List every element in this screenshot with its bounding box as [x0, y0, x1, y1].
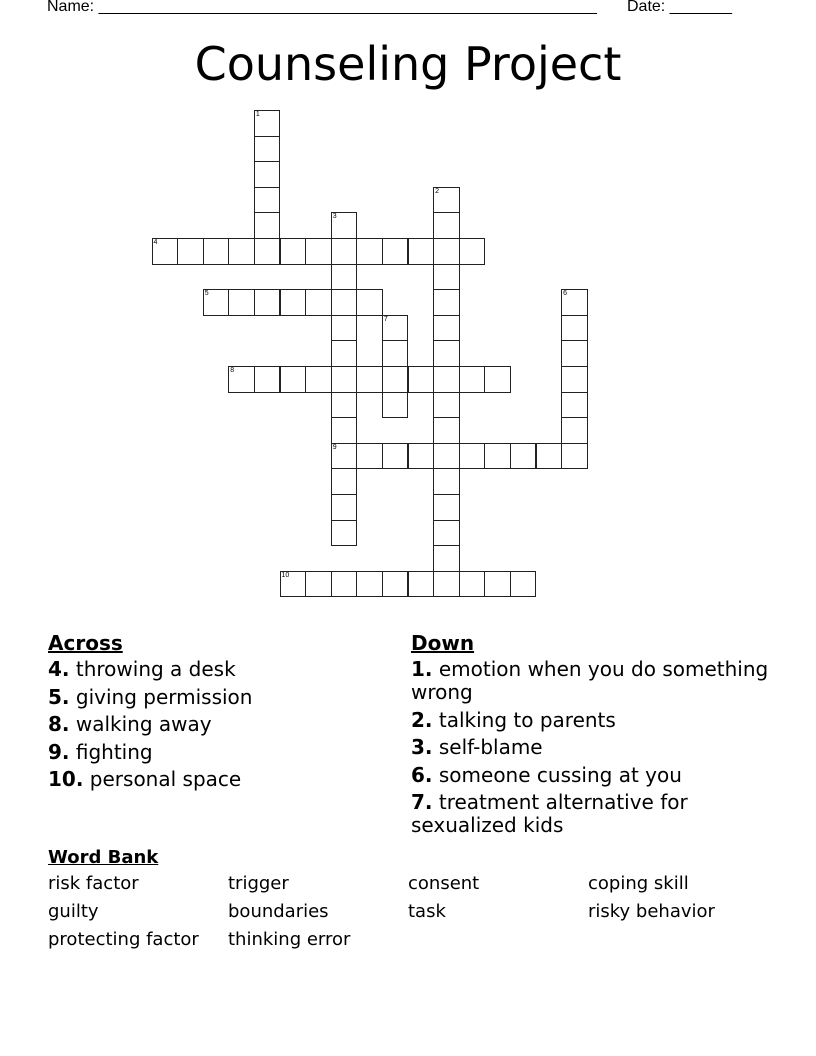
clue-text: walking away [69, 712, 212, 736]
crossword-cell[interactable] [331, 340, 358, 367]
word-bank-item: thinking error [228, 929, 351, 950]
crossword-cell[interactable] [203, 238, 230, 265]
crossword-cell[interactable] [356, 289, 383, 316]
clue-text: self-blame [432, 735, 543, 759]
word-bank-item: guilty [48, 901, 99, 922]
across-clues [48, 630, 388, 796]
crossword-cell[interactable] [254, 136, 281, 163]
crossword-cell[interactable] [331, 417, 358, 444]
cell-number: 4 [153, 239, 158, 246]
clue-text: personal space [83, 767, 242, 791]
word-bank-item: boundaries [228, 901, 329, 922]
crossword-cell[interactable] [561, 289, 588, 316]
crossword-cell[interactable] [382, 443, 409, 470]
crossword-cell[interactable] [382, 366, 409, 393]
cell-number: 5 [204, 290, 209, 298]
crossword-cell[interactable] [561, 417, 588, 444]
crossword-cell[interactable] [228, 366, 255, 393]
crossword-cell[interactable] [433, 520, 460, 547]
crossword-cell[interactable] [561, 366, 588, 393]
down-clue [411, 791, 771, 837]
word-bank-item: risk factor [48, 873, 139, 894]
crossword-cell[interactable] [331, 238, 358, 265]
crossword-cell[interactable] [305, 571, 332, 598]
crossword-cell[interactable] [254, 238, 281, 265]
across-clue [48, 713, 388, 736]
clue-number: 6. [411, 762, 433, 787]
cell-number: 1 [255, 111, 260, 118]
crossword-cell[interactable] [433, 392, 460, 419]
down-clue [411, 709, 771, 732]
crossword-cell[interactable] [433, 468, 460, 495]
crossword-cell[interactable] [382, 238, 409, 265]
clue-text: giving permission [69, 684, 253, 709]
clue-text: talking to parents [432, 707, 616, 732]
crossword-cell[interactable] [433, 187, 460, 214]
crossword-cell[interactable] [203, 289, 230, 316]
crossword-cell[interactable] [433, 289, 460, 316]
crossword-cell[interactable] [408, 238, 435, 265]
cell-number: 8 [230, 367, 235, 374]
crossword-cell[interactable] [280, 238, 307, 265]
crossword-cell[interactable] [433, 340, 460, 367]
across-clue [48, 768, 388, 791]
cell-number: 2 [435, 187, 439, 195]
crossword-cell[interactable] [356, 443, 383, 470]
word-bank [48, 846, 768, 954]
cell-number: 10 [281, 571, 290, 579]
crossword-cell[interactable] [280, 366, 307, 393]
crossword-cell[interactable] [331, 315, 358, 342]
crossword-cell[interactable] [510, 443, 537, 470]
crossword-cell[interactable] [510, 571, 537, 598]
crossword-cell[interactable] [305, 366, 332, 393]
clue-number: 9. [48, 739, 70, 764]
clue-number: 3. [411, 735, 433, 759]
crossword-cell[interactable] [331, 494, 358, 521]
clue-number: 1. [411, 657, 433, 681]
crossword-cell[interactable] [408, 366, 435, 393]
crossword-cell[interactable] [459, 238, 486, 265]
across-heading: Across [48, 631, 123, 655]
crossword-cell[interactable] [561, 443, 588, 470]
crossword-cell[interactable] [484, 443, 511, 470]
crossword-cell[interactable] [484, 571, 511, 598]
clue-text: treatment alternative for sexualized kids [411, 790, 688, 837]
page-title: Counseling Project [194, 37, 622, 91]
clue-text: someone cussing at you [432, 762, 682, 787]
clue-text: fighting [69, 739, 153, 764]
crossword-cell[interactable] [228, 238, 255, 265]
clue-number: 4. [48, 657, 70, 681]
clue-number: 8. [48, 712, 70, 736]
crossword-cell[interactable] [459, 443, 486, 470]
clue-text: emotion when you do something wrong [411, 657, 769, 704]
crossword-cell[interactable] [459, 571, 486, 598]
crossword-cell[interactable] [280, 571, 307, 598]
crossword-cell[interactable] [484, 366, 511, 393]
crossword-cell[interactable] [408, 571, 435, 598]
clue-number: 7. [411, 790, 433, 814]
crossword-cell[interactable] [331, 289, 358, 316]
cell-number: 7 [383, 315, 388, 323]
crossword-cell[interactable] [331, 264, 358, 291]
word-bank-item: consent [408, 873, 480, 894]
crossword-cell[interactable] [433, 315, 460, 342]
crossword-cell[interactable] [433, 545, 460, 572]
cell-number: 3 [332, 213, 337, 221]
crossword-cell[interactable] [356, 238, 383, 265]
down-clue [411, 736, 771, 759]
date-field[interactable]: Date: _______ [627, 0, 732, 15]
cell-number: 6 [563, 290, 567, 298]
down-clues [411, 630, 771, 842]
crossword-cell[interactable] [561, 340, 588, 367]
word-bank-item: task [408, 901, 446, 922]
word-bank-heading: Word Bank [48, 847, 159, 868]
crossword-cell[interactable] [561, 392, 588, 419]
crossword-cell[interactable] [382, 315, 409, 342]
crossword-cell[interactable] [280, 289, 307, 316]
crossword-cell[interactable] [331, 366, 358, 393]
clue-number: 2. [411, 707, 433, 732]
crossword-cell[interactable] [254, 161, 281, 188]
crossword-cell[interactable] [305, 289, 332, 316]
crossword-cell[interactable] [331, 392, 358, 419]
crossword-cell[interactable] [152, 238, 179, 265]
crossword-cell[interactable] [254, 110, 281, 137]
crossword-cell[interactable] [254, 212, 281, 239]
crossword-cell[interactable] [536, 443, 563, 470]
word-bank-item: protecting factor [48, 929, 199, 950]
crossword-cell[interactable] [382, 392, 409, 419]
down-heading: Down [411, 631, 475, 655]
crossword-cell[interactable] [254, 187, 281, 214]
word-bank-item: risky behavior [588, 901, 715, 922]
crossword-cell[interactable] [254, 366, 281, 393]
crossword-cell[interactable] [331, 571, 358, 598]
crossword-cell[interactable] [331, 468, 358, 495]
crossword-cell[interactable] [433, 264, 460, 291]
across-clue [48, 686, 388, 709]
crossword-cell[interactable] [433, 494, 460, 521]
name-field[interactable]: Name: ________________________________________________________ [47, 0, 597, 15]
crossword-cell[interactable] [356, 571, 383, 598]
crossword-cell[interactable] [382, 571, 409, 598]
crossword-cell[interactable] [459, 366, 486, 393]
crossword-cell[interactable] [433, 417, 460, 444]
crossword-cell[interactable] [254, 289, 281, 316]
word-bank-item: coping skill [588, 873, 689, 894]
crossword-cell[interactable] [433, 443, 460, 470]
crossword-cell[interactable] [433, 366, 460, 393]
crossword-cell[interactable] [177, 238, 204, 265]
word-bank-item: trigger [228, 873, 289, 894]
crossword-cell[interactable] [228, 289, 255, 316]
crossword-cell[interactable] [433, 238, 460, 265]
down-clue [411, 658, 771, 704]
crossword-cell[interactable] [382, 340, 409, 367]
crossword-cell[interactable] [305, 238, 332, 265]
across-clue [48, 658, 388, 681]
clue-number: 5. [48, 684, 70, 709]
cell-number: 9 [332, 443, 337, 451]
crossword-cell[interactable] [356, 366, 383, 393]
down-clue [411, 764, 771, 787]
crossword-cell[interactable] [408, 443, 435, 470]
clue-number: 10. [48, 767, 84, 791]
clue-text: throwing a desk [69, 657, 236, 681]
crossword-cell[interactable] [561, 315, 588, 342]
crossword-cell[interactable] [331, 212, 358, 239]
crossword-cell[interactable] [331, 520, 358, 547]
crossword-cell[interactable] [433, 212, 460, 239]
across-clue [48, 741, 388, 764]
crossword-cell[interactable] [433, 571, 460, 598]
crossword-cell[interactable] [331, 443, 358, 470]
